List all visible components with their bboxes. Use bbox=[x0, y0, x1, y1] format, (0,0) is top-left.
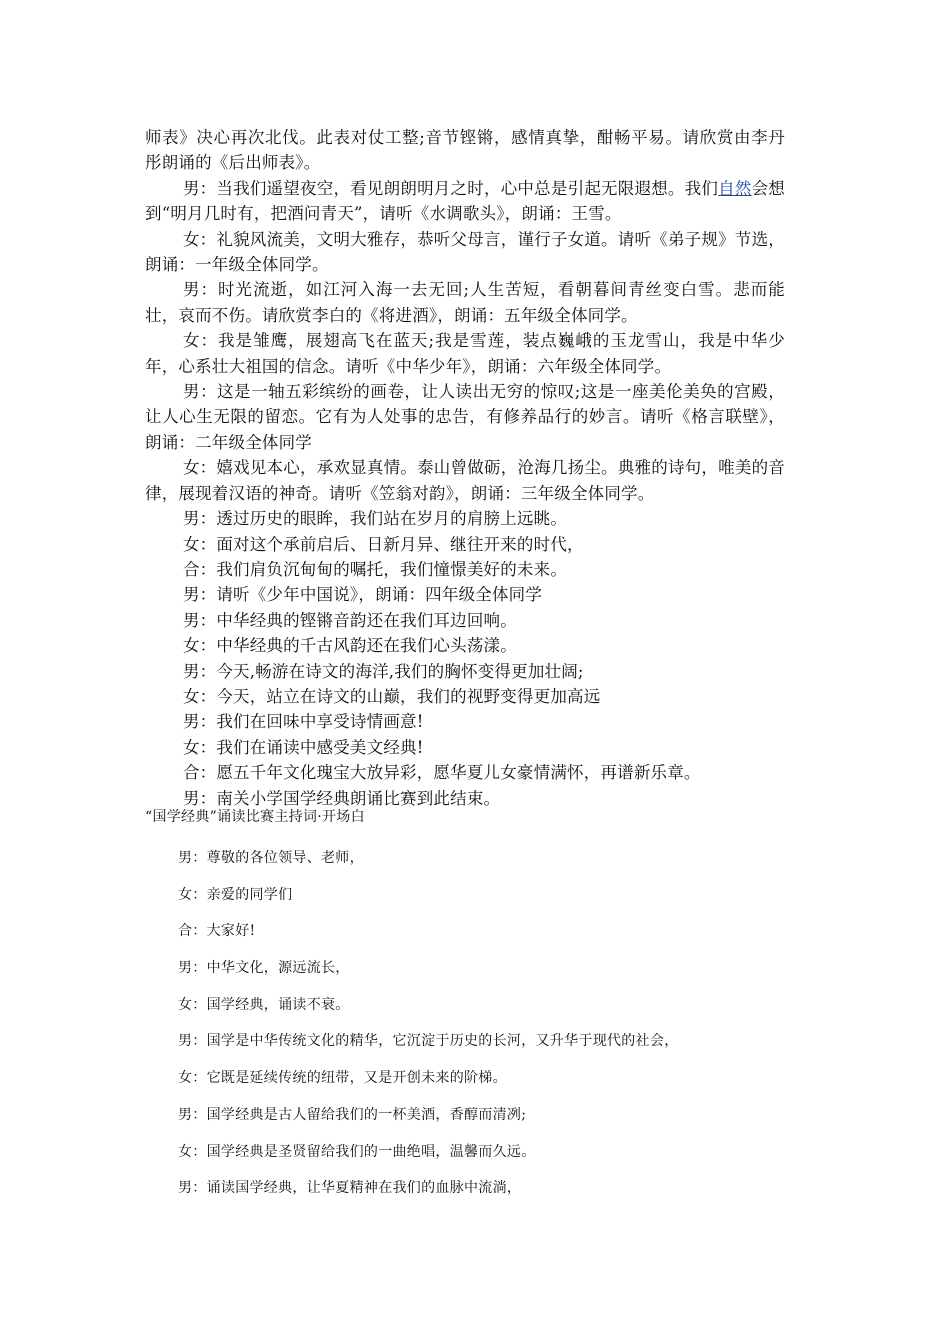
paragraph: 女：我们在诵读中感受美文经典! bbox=[182, 737, 424, 757]
paragraph: 男：请听《少年中国说》，朗诵：四年级全体同学 bbox=[182, 585, 543, 605]
paragraph: 合：我们肩负沉甸甸的嘱托，我们憧憬美好的未来。 bbox=[182, 559, 568, 579]
script-section-closing bbox=[145, 125, 785, 811]
script-line: 女：它既是延续传统的纽带，又是开创未来的阶梯。 bbox=[178, 1070, 507, 1087]
text-run: 男：当我们遥望夜空，看见朗朗明月之时，心中总是引起无限遐想。我们 bbox=[182, 178, 719, 198]
paragraph: 男：这是一轴五彩缤纷的画卷，让人读出无穷的惊叹;这是一座美伦美奂的宫殿，让人心生无限的留恋。它有为人处事的忠告，有修养品行的妙言。请听《格言联壁》，朗诵：二年级全体同学 bbox=[145, 382, 785, 452]
paragraph: 男：透过历史的眼眸，我们站在岁月的肩膀上远眺。 bbox=[182, 509, 568, 529]
section-title: “国学经典”诵读比赛主持词·开场白 bbox=[145, 809, 365, 825]
paragraph: 男：今天,畅游在诗文的海洋,我们的胸怀变得更加壮阔; bbox=[182, 661, 584, 681]
paragraph: 女：今天，站立在诗文的山巅，我们的视野变得更加高远 bbox=[182, 686, 601, 706]
script-line: 女：亲爱的同学们 bbox=[178, 886, 293, 903]
paragraph: 女：中华经典的千古风韵还在我们心头荡漾。 bbox=[182, 636, 517, 656]
paragraph: 男：我们在回味中享受诗情画意! bbox=[182, 712, 424, 732]
paragraph: 女：礼貌风流美，文明大雅存，恭听父母言，谨行子女道。请听《弟子规》节选，朗诵：一年级全体同学。 bbox=[145, 229, 785, 275]
link-ziran[interactable]: 自然 bbox=[718, 178, 752, 198]
paragraph: 男：南关小学国学经典朗诵比赛到此结束。 bbox=[182, 788, 501, 808]
paragraph: 师表》决心再次北伐。此表对仗工整;音节铿锵，感情真挚，酣畅平易。请欣赏由李丹彤朗诵的《后出师表》。 bbox=[145, 128, 785, 173]
script-line: 男：诵读国学经典，让华夏精神在我们的血脉中流淌， bbox=[178, 1180, 522, 1197]
script-line: 合：大家好! bbox=[178, 923, 256, 940]
script-line: 女：国学经典，诵读不衰。 bbox=[178, 996, 350, 1013]
script-line: 男：尊敬的各位领导、老师， bbox=[178, 850, 364, 866]
paragraph bbox=[145, 176, 785, 227]
script-section-opening bbox=[178, 850, 798, 1217]
paragraph: 男：时光流逝，如江河入海一去无回;人生苦短，看朝暮间青丝变白雪。悲而能壮，哀而不伤。请欣赏李白的《将进酒》，朗诵：五年级全体同学。 bbox=[145, 280, 785, 325]
script-line: 男：国学是中华传统文化的精华，它沉淀于历史的长河，又升华于现代的社会， bbox=[178, 1033, 679, 1050]
script-line: 男：国学经典是古人留给我们的一杯美酒，香醇而清冽; bbox=[178, 1106, 527, 1123]
paragraph: 男：中华经典的铿锵音韵还在我们耳边回响。 bbox=[182, 610, 517, 630]
script-line: 男：中华文化，源远流长， bbox=[178, 960, 350, 977]
paragraph: 合：愿五千年文化瑰宝大放异彩，愿华夏儿女豪情满怀，再谱新乐章。 bbox=[182, 763, 701, 783]
paragraph: 女：我是雏鹰，展翅高飞在蓝天;我是雪莲，装点巍峨的玉龙雪山，我是中华少年，心系壮大祖国的信念。请听《中华少年》，朗诵：六年级全体同学。 bbox=[145, 331, 785, 376]
script-line: 女：国学经典是圣贤留给我们的一曲绝唱，温馨而久远。 bbox=[178, 1143, 536, 1160]
text-run: 会想到“明月几时有，把酒问青天”，请听《水调歌头》，朗诵：王雪。 bbox=[145, 178, 785, 224]
paragraph: 女：面对这个承前启后、日新月异、继往开来的时代， bbox=[182, 534, 584, 554]
paragraph: 女：嬉戏见本心，承欢显真情。泰山曾做砺，沧海几扬尘。典雅的诗句，唯美的音律，展现着汉语的神奇。请听《笠翁对韵》，朗诵：三年级全体同学。 bbox=[145, 458, 785, 503]
